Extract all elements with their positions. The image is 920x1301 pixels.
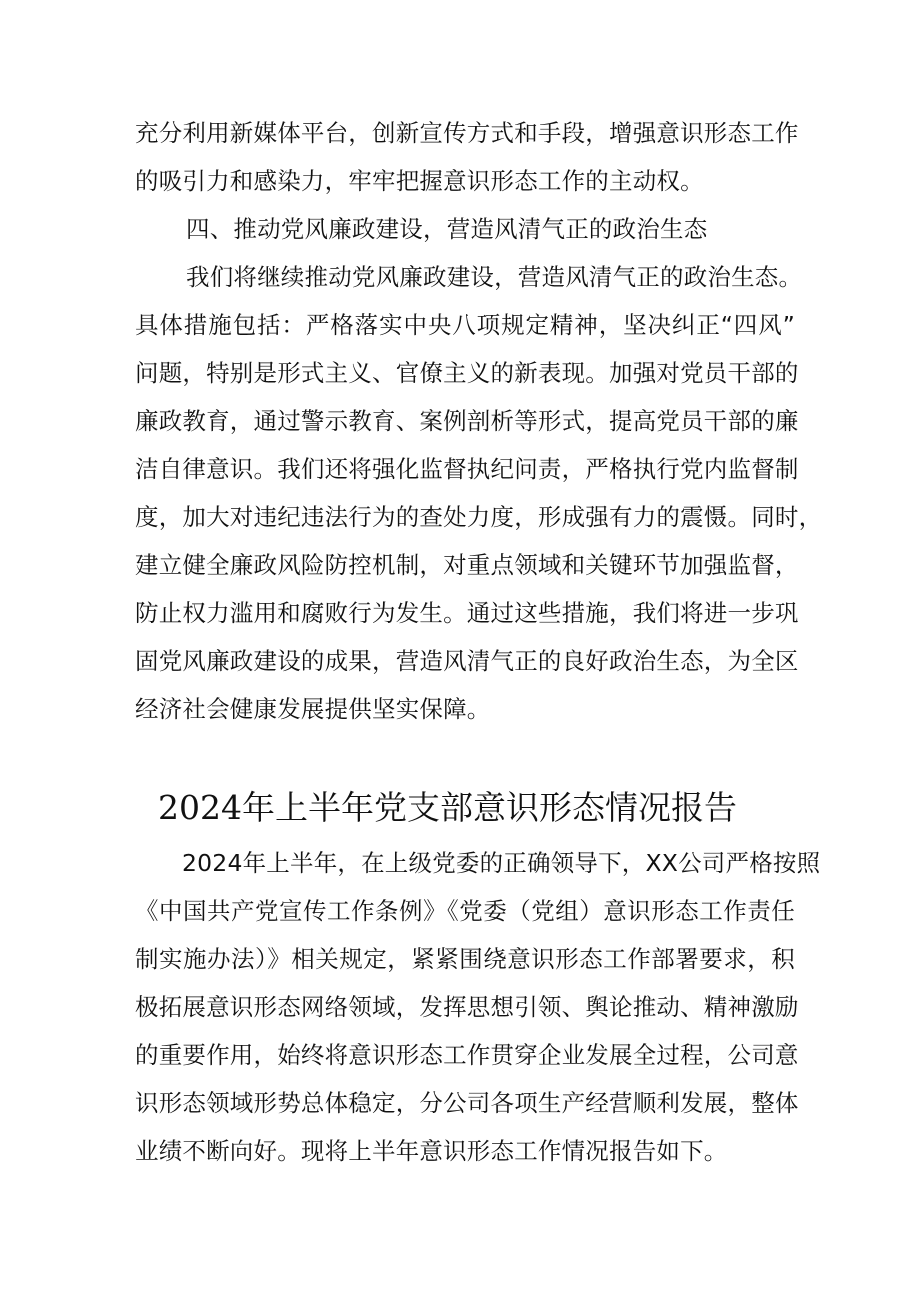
paragraph-line: 廉政教育，通过警示教育、案例剖析等形式，提高党员干部的廉 [135, 407, 799, 435]
paragraph-line: 充分利用新媒体平台，创新宣传方式和手段，增强意识形态工作 [135, 119, 799, 147]
paragraph-line: 《中国共产党宣传工作条例》《党委（党组）意识形态工作责任 [135, 897, 795, 925]
paragraph-line: 识形态领域形势总体稳定，分公司各项生产经营顺利发展，整体 [135, 1089, 799, 1117]
paragraph-line: 制实施办法）》相关规定，紧紧围绕意识形态工作部署要求，积 [135, 945, 795, 973]
paragraph-line: 问题，特别是形式主义、官僚主义的新表现。加强对党员干部的 [135, 359, 799, 387]
paragraph-line: 建立健全廉政风险防控机制，对重点领域和关键环节加强监督， [135, 551, 799, 579]
paragraph-line: 的重要作用，始终将意识形态工作贯穿企业发展全过程，公司意 [135, 1041, 799, 1069]
paragraph-line: 2024年上半年，在上级党委的正确领导下，XX公司严格按照 [182, 849, 821, 877]
paragraph-line: 具体措施包括：严格落实中央八项规定精神，坚决纠正“四风” [135, 311, 795, 339]
section-heading: 四、推动党风廉政建设，营造风清气正的政治生态 [186, 215, 708, 243]
paragraph-line: 防止权力滥用和腐败行为发生。通过这些措施，我们将进一步巩 [135, 599, 799, 627]
paragraph-line: 极拓展意识形态网络领域，发挥思想引领、舆论推动、精神激励 [135, 993, 799, 1021]
paragraph-line: 固党风廉政建设的成果，营造风清气正的良好政治生态，为全区 [135, 647, 799, 675]
paragraph-line: 业绩不断向好。现将上半年意识形态工作情况报告如下。 [135, 1137, 728, 1165]
paragraph-line: 经济社会健康发展提供坚实保障。 [135, 695, 491, 723]
report-title: 2024年上半年党支部意识形态情况报告 [158, 788, 737, 827]
paragraph-line: 洁自律意识。我们还将强化监督执纪问责，严格执行党内监督制 [135, 455, 799, 483]
paragraph-line: 我们将继续推动党风廉政建设，营造风清气正的政治生态。 [186, 263, 803, 291]
paragraph-line: 的吸引力和感染力，牢牢把握意识形态工作的主动权。 [135, 167, 704, 195]
paragraph-line: 度，加大对违纪违法行为的查处力度，形成强有力的震慑。同时， [135, 503, 823, 531]
